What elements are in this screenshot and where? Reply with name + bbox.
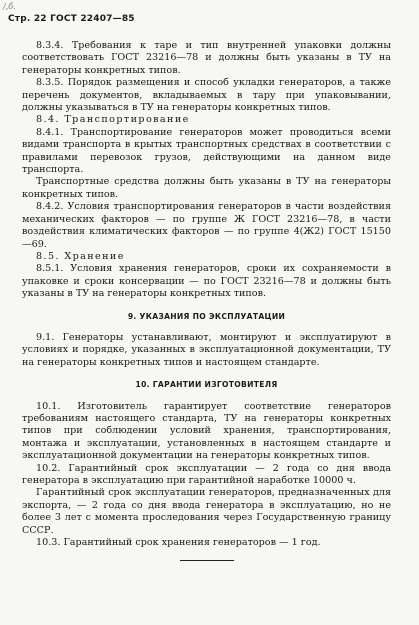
document-body [22, 40, 391, 561]
paragraph-8-4-1: 8.4.1. Транспортирование генераторов может проводиться всеми видами транспорта в крытых транспортных средствах в соответствии с правилами перевозок грузов, действующими на данном виде транспорта. [22, 126, 391, 176]
paragraph-10-3: 10.3. Гарантийный срок хранения генераторов — 1 год. [36, 537, 321, 549]
paragraph-10-2-export: Гарантийный срок эксплуатации генераторов, предназначенных для экспорта, — 2 года со дня ввода генератора в эксплуатацию, но не более 3 лет с момента проследования через Государственную границу СССР. [22, 487, 391, 536]
section-9-title: 9. УКАЗАНИЯ ПО ЭКСПЛУАТАЦИИ [127, 311, 286, 321]
page-header: Стр. 22 ГОСТ 22407—85 [8, 14, 135, 24]
handwritten-mark: /,б. [3, 2, 16, 11]
paragraph-8-3-5: 8.3.5. Порядок размещения и способ укладки генераторов, а также перечень документов, вкладываемых в тару при упаковывании, должны указываться в ТУ на генераторы конкретных типов. [22, 77, 391, 114]
paragraph-8-5-1: 8.5.1. Условия хранения генераторов, сроки их сохраняемости в упаковке и сроки консервации — по ГОСТ 23216—78 и должны быть указаны в ТУ на генераторы конкретных типов. [22, 263, 391, 300]
paragraph-10-2: 10.2. Гарантийный срок эксплуатации — 2 года со дня ввода генератора в эксплуатацию при гарантийной наработке 10000 ч. [22, 462, 391, 486]
section-10-title: 10. ГАРАНТИИ ИЗГОТОВИТЕЛЯ [135, 380, 278, 390]
paragraph-8-3-4: 8.3.4. Требования к таре и тип внутренней упаковки должны соответствовать ГОСТ 23216—78 и должны быть указаны в ТУ на генераторы конкретных типов. [22, 40, 391, 76]
paragraph-10-1: 10.1. Изготовитель гарантирует соответствие генераторов требованиям настоящего стандарта, ТУ на генераторы конкретных типов при соблюдении условий хранения, транспортирования, монтажа и эксплуатации, установленных в настоящем стандарте и эксплуатационной документации на генераторы конкретных типов. [22, 400, 391, 462]
paragraph-9-1: 9.1. Генераторы устанавливают, монтируют и эксплуатируют в условиях и порядке, указанных в эксплуатационной документации, ТУ на генераторы конкретных типов и настоящем стандарте. [22, 331, 391, 368]
heading-8-4: 8.4. Транспортирование [36, 114, 190, 126]
paragraph-8-4-2: 8.4.2. Условия транспортирования генераторов в части воздействия механических факторов — по группе Ж ГОСТ 23216—78, в части воздействия климатических факторов — по группе 4(Ж2) ГОСТ 15150—69. [22, 201, 391, 250]
heading-8-5: 8.5. Хранение [36, 250, 125, 262]
end-rule [180, 560, 234, 561]
paragraph-8-4-1-cont: Транспортные средства должны быть указаны в ТУ на генераторы конкретных типов. [22, 176, 391, 200]
